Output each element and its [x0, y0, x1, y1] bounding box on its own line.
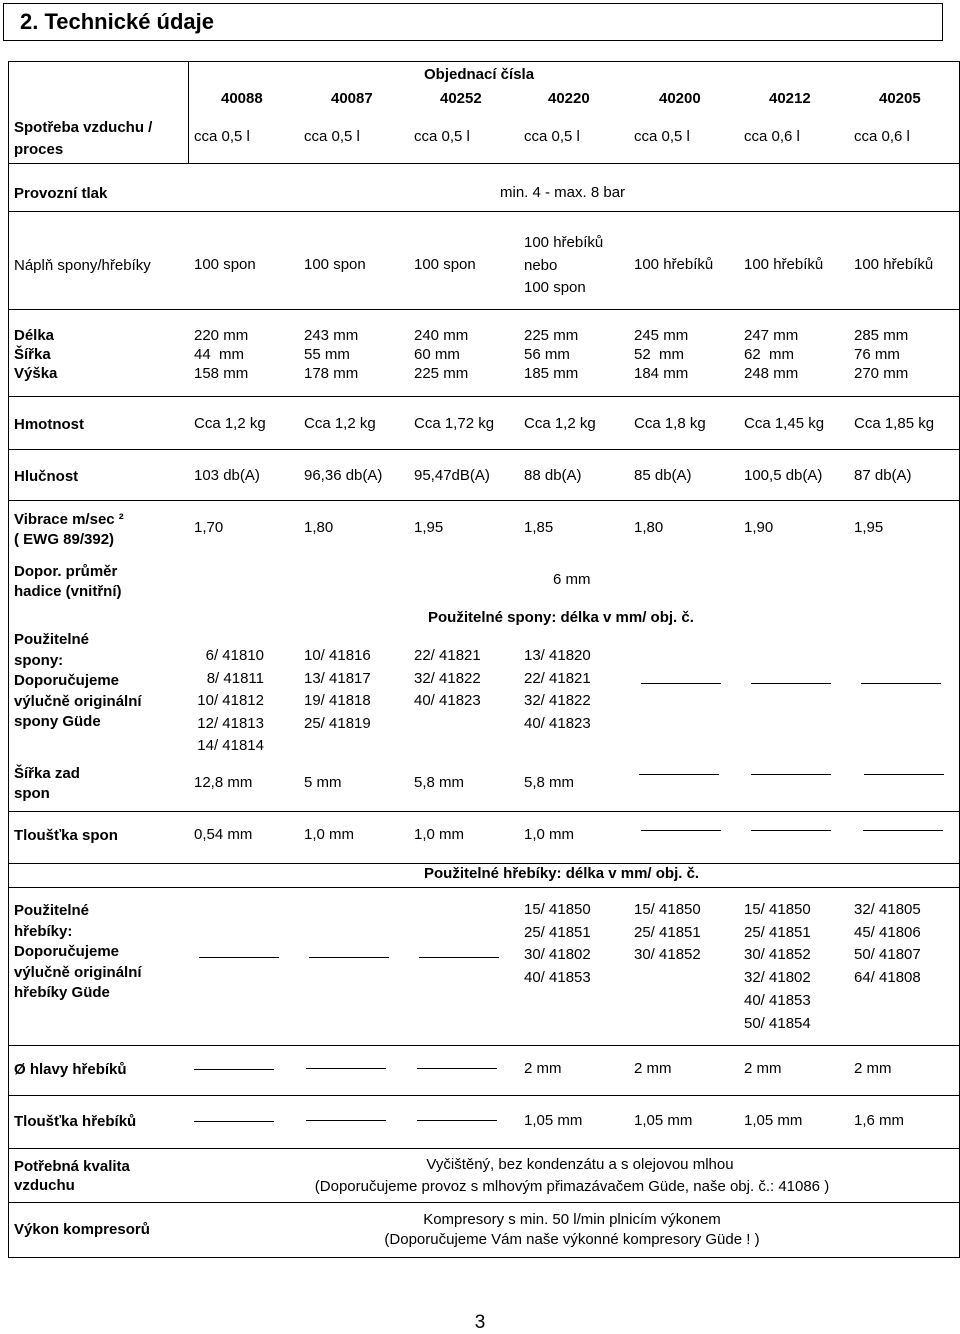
- noise-value: 87 db(A): [854, 467, 912, 484]
- staple-thickness-value: 1,0 mm: [524, 826, 575, 843]
- order-number: 40212: [769, 90, 811, 107]
- order-number: 40220: [548, 90, 590, 107]
- order-number: 40252: [440, 90, 482, 107]
- nail-head-value: 2 mm: [744, 1060, 782, 1077]
- row-divider: [8, 396, 959, 397]
- row-divider: [8, 1148, 959, 1149]
- row-divider: [8, 887, 959, 888]
- staples-header: Použitelné spony: délka v mm/ obj. č.: [428, 609, 694, 626]
- staple-thickness-value: 1,0 mm: [414, 826, 465, 843]
- staple-width-value: 12,8 mm: [194, 774, 253, 791]
- order-numbers-header: Objednací čísla: [424, 66, 535, 83]
- not-applicable-dash: [194, 1069, 274, 1070]
- not-applicable-dash: [199, 957, 279, 958]
- pressure-value: min. 4 - max. 8 bar: [500, 184, 626, 201]
- vibration-value: 1,95: [414, 519, 444, 536]
- not-applicable-dash: [417, 1068, 497, 1069]
- not-applicable-dash: [641, 830, 721, 831]
- noise-value: 96,36 db(A): [304, 467, 383, 484]
- staples-value: 22/ 41821 32/ 41822 40/ 41823: [414, 647, 481, 709]
- nails-header: Použitelné hřebíky: délka v mm/ obj. č.: [424, 865, 700, 882]
- noise-value: 103 db(A): [194, 467, 260, 484]
- not-applicable-dash: [751, 774, 831, 775]
- nail-head-value: 2 mm: [854, 1060, 892, 1077]
- staple-thickness-value: 0,54 mm: [194, 826, 253, 843]
- not-applicable-dash: [751, 830, 831, 831]
- section-heading-box: [3, 3, 943, 41]
- dimensions-value: 285 mm 76 mm 270 mm: [854, 327, 909, 382]
- fill-value: 100 spon: [304, 256, 366, 273]
- weight-value: Cca 1,72 kg: [414, 415, 495, 432]
- not-applicable-dash: [417, 1120, 497, 1121]
- not-applicable-dash: [639, 774, 719, 775]
- air-consumption-label: Spotřeba vzduchu / proces: [14, 119, 153, 158]
- row-divider: [8, 811, 959, 812]
- pressure-label: Provozní tlak: [14, 185, 108, 202]
- fill-value: 100 hřebíků: [854, 256, 934, 273]
- staple-width-value: 5,8 mm: [414, 774, 465, 791]
- order-number: 40200: [659, 90, 701, 107]
- noise-value: 95,47dB(A): [414, 467, 490, 484]
- nail-thickness-value: 1,05 mm: [634, 1112, 693, 1129]
- dimensions-value: 220 mm 44 mm 158 mm: [194, 327, 249, 382]
- fill-value: 100 hřebíků: [744, 256, 824, 273]
- air-consumption-value: cca 0,5 l: [524, 128, 580, 145]
- not-applicable-dash: [306, 1068, 386, 1069]
- staples-value: 6/ 41810 8/ 41811 10/ 41812 12/ 41813 14/ 41814: [197, 647, 264, 754]
- weight-value: Cca 1,8 kg: [634, 415, 706, 432]
- dimensions-value: 225 mm 56 mm 185 mm: [524, 327, 579, 382]
- nail-head-value: 2 mm: [524, 1060, 562, 1077]
- not-applicable-dash: [419, 957, 499, 958]
- nail-head-label: Ø hlavy hřebíků: [14, 1061, 127, 1078]
- air-consumption-value: cca 0,6 l: [744, 128, 800, 145]
- column-divider: [188, 61, 189, 163]
- nail-thickness-value: 1,05 mm: [524, 1112, 583, 1129]
- staple-width-value: 5 mm: [304, 774, 342, 791]
- air-consumption-value: cca 0,5 l: [414, 128, 470, 145]
- not-applicable-dash: [306, 1120, 386, 1121]
- nail-thickness-label: Tloušťka hřebíků: [14, 1113, 137, 1130]
- compressor-label: Výkon kompresorů: [14, 1221, 150, 1238]
- row-divider: [8, 449, 959, 450]
- page-number: 3: [474, 1312, 486, 1333]
- vibration-value: 1,95: [854, 519, 884, 536]
- fill-value: 100 spon: [414, 256, 476, 273]
- fill-label: Náplň spony/hřebíky: [14, 257, 151, 274]
- weight-value: Cca 1,85 kg: [854, 415, 935, 432]
- not-applicable-dash: [861, 683, 941, 684]
- fill-value: 100 hřebíků nebo 100 spon: [524, 234, 604, 296]
- compressor-line1: Kompresory s min. 50 l/min plnicím výkonem: [423, 1211, 721, 1228]
- weight-label: Hmotnost: [14, 416, 84, 433]
- row-divider: [8, 500, 959, 501]
- staples-value: 13/ 41820 22/ 41821 32/ 41822 40/ 41823: [524, 647, 591, 732]
- noise-value: 85 db(A): [634, 467, 692, 484]
- not-applicable-dash: [309, 957, 389, 958]
- not-applicable-dash: [864, 774, 944, 775]
- dimensions-value: 243 mm 55 mm 178 mm: [304, 327, 359, 382]
- order-number: 40088: [221, 90, 263, 107]
- fill-value: 100 spon: [194, 256, 256, 273]
- weight-value: Cca 1,45 kg: [744, 415, 825, 432]
- spec-table: [8, 61, 960, 1258]
- row-divider: [8, 863, 959, 864]
- row-divider: [8, 211, 959, 212]
- nail-thickness-value: 1,05 mm: [744, 1112, 803, 1129]
- section-heading: 2. Technické údaje: [20, 9, 215, 34]
- air-consumption-value: cca 0,5 l: [194, 128, 250, 145]
- hose-label: Dopor. průměr hadice (vnitřní): [14, 563, 122, 600]
- vibration-value: 1,85: [524, 519, 554, 536]
- noise-label: Hlučnost: [14, 468, 79, 485]
- nails-value: 15/ 41850 25/ 41851 30/ 41802 40/ 41853: [524, 901, 591, 987]
- nails-value: 15/ 41850 25/ 41851 30/ 41852: [634, 901, 701, 964]
- row-divider: [8, 1045, 959, 1046]
- not-applicable-dash: [751, 683, 831, 684]
- dimensions-value: 247 mm 62 mm 248 mm: [744, 327, 799, 382]
- staple-thickness-value: 1,0 mm: [304, 826, 355, 843]
- air-consumption-value: cca 0,5 l: [304, 128, 360, 145]
- row-divider: [8, 1095, 959, 1096]
- row-divider: [8, 163, 959, 164]
- air-consumption-value: cca 0,5 l: [634, 128, 690, 145]
- noise-value: 88 db(A): [524, 467, 582, 484]
- not-applicable-dash: [641, 683, 721, 684]
- nail-head-value: 2 mm: [634, 1060, 672, 1077]
- air-consumption-value: cca 0,6 l: [854, 128, 910, 145]
- vibration-value: 1,70: [194, 519, 224, 536]
- vibration-value: 1,80: [304, 519, 334, 536]
- staple-width-value: 5,8 mm: [524, 774, 575, 791]
- weight-value: Cca 1,2 kg: [524, 415, 596, 432]
- dimensions-value: 245 mm 52 mm 184 mm: [634, 327, 689, 382]
- compressor-line2: (Doporučujeme Vám naše výkonné kompresory Güde ! ): [384, 1231, 760, 1248]
- nails-value: 15/ 41850 25/ 41851 30/ 41852 32/ 41802 40/ 41853 50/ 41854: [744, 901, 811, 1032]
- order-number: 40087: [331, 90, 373, 107]
- row-divider: [8, 309, 959, 310]
- vibration-value: 1,90: [744, 519, 774, 536]
- hose-value: 6 mm: [553, 571, 591, 588]
- staple-thickness-label: Tloušťka spon: [14, 827, 118, 844]
- row-divider: [8, 1202, 959, 1203]
- air-quality-label: Potřebná kvalita vzduchu: [14, 1158, 130, 1194]
- nail-thickness-value: 1,6 mm: [854, 1112, 905, 1129]
- order-number: 40205: [879, 90, 921, 107]
- air-quality-line1: Vyčištěný, bez kondenzátu a s olejovou mlhou: [426, 1156, 734, 1173]
- nails-value: 32/ 41805 45/ 41806 50/ 41807 64/ 41808: [854, 901, 921, 987]
- vibration-label: Vibrace m/sec ² ( EWG 89/392): [14, 511, 124, 548]
- fill-value: 100 hřebíků: [634, 256, 714, 273]
- vibration-value: 1,80: [634, 519, 664, 536]
- staple-width-label: Šířka zad spon: [14, 765, 80, 802]
- not-applicable-dash: [863, 830, 943, 831]
- weight-value: Cca 1,2 kg: [304, 415, 376, 432]
- nails-label: Použitelné hřebíky: Doporučujeme výlučně originální hřebíky Güde: [14, 902, 142, 1001]
- dimensions-label: Délka Šířka Výška: [14, 327, 58, 382]
- noise-value: 100,5 db(A): [744, 467, 823, 484]
- weight-value: Cca 1,2 kg: [194, 415, 266, 432]
- not-applicable-dash: [194, 1121, 274, 1122]
- staples-label: Použitelné spony: Doporučujeme výlučně originální spony Güde: [14, 631, 142, 730]
- staples-value: 10/ 41816 13/ 41817 19/ 41818 25/ 41819: [304, 647, 371, 732]
- air-quality-line2: (Doporučujeme provoz s mlhovým přimazávačem Güde, naše obj. č.: 41086 ): [314, 1178, 830, 1195]
- dimensions-value: 240 mm 60 mm 225 mm: [414, 327, 469, 382]
